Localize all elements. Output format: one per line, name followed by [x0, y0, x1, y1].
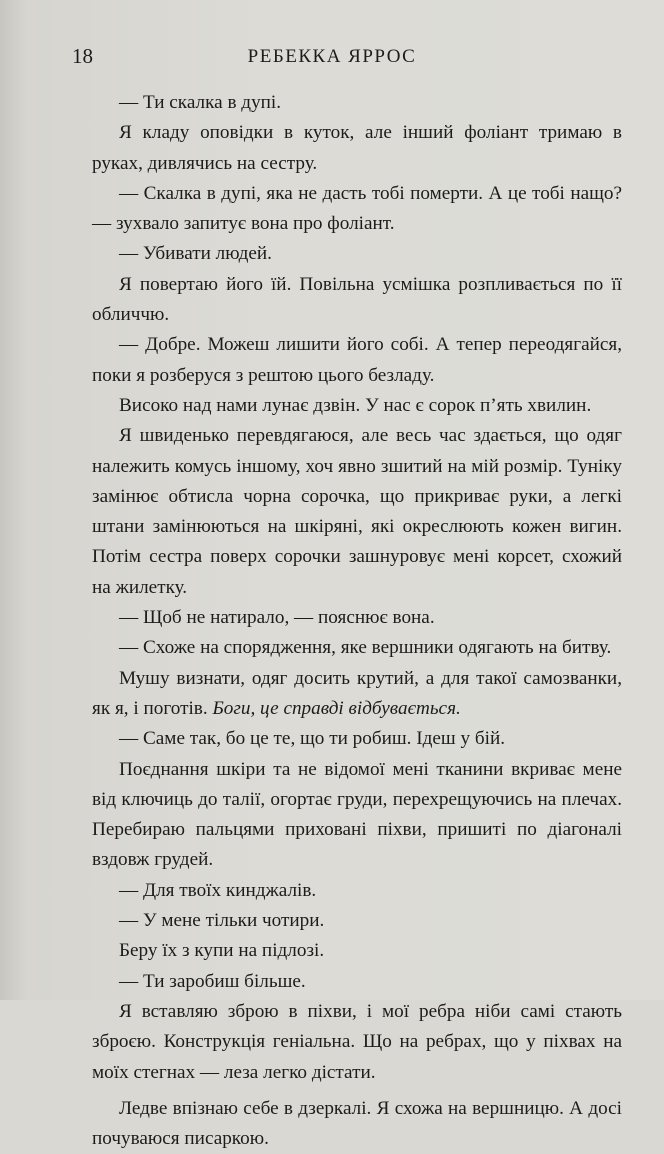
paragraph-text: Мушу визнати, одяг досить крутий, а для такої самозванки, як я, і поготів. — [92, 667, 622, 719]
paragraph: — Для твоїх кинджалів. — [119, 879, 317, 901]
paragraph: Поєднання шкіри та не відомої мені тканини вкриває мене від ключиць до талії, огортає груди, перехрещуючись на плечах. Перебираю пальцями приховані піхви, пришиті по діагоналі вздовж грудей. — [92, 758, 622, 871]
paragraph: — У мене тільки чотири. — [119, 910, 325, 932]
paragraph: — Схоже на спорядження, яке вершники одягають на битву. — [119, 637, 612, 659]
paragraph: Я кладу оповідки в куток, але інший фоліант тримаю в руках, дивлячись на сестру. — [92, 122, 622, 174]
running-head — [72, 44, 592, 72]
paragraph: — Ти заробиш більше. — [119, 970, 306, 992]
body-text — [92, 88, 622, 1154]
book-author-header: РЕБЕККА ЯРРОС — [247, 46, 417, 67]
paragraph: Я вставляю зброю в піхви, і мої ребра ніби самі стають зброєю. Конструкція геніальна. Що на ребрах, що у піхвах на моїх стегнах — леза легко дістати. — [92, 1000, 622, 1083]
paragraph: — Добре. Можеш лишити його собі. А тепер переодягайся, поки я розберуся з рештою цього безладу. — [92, 334, 622, 386]
paragraph-with-italic — [92, 664, 622, 725]
paragraph: — Щоб не натирало, — пояснює вона. — [119, 607, 435, 629]
italic-thought: Боги, це справді відбувається. — [212, 697, 461, 719]
paragraph: Я швиденько перевдягаюся, але весь час здається, що одяг належить комусь іншому, хоч явно зшитий на мій розмір. Туніку замінює обтисла чорна сорочка, що прикриває руки, а легкі штани замінюються на шкіряні, які окреслюють кожен вигин. Потім сестра поверх сорочки зашнуровує мені корсет, схожий на жилетку. — [92, 425, 622, 598]
paragraph: Високо над нами лунає дзвін. У нас є сорок п’ять хвилин. — [119, 394, 592, 416]
paragraph: Ледве впізнаю себе в дзеркалі. Я схожа на вершницю. А досі почуваюся писаркою. — [92, 1097, 622, 1150]
paragraph: — Ти скалка в дупі. — [119, 92, 282, 113]
page-number: 18 — [72, 44, 93, 68]
paragraph: — Убивати людей. — [119, 243, 272, 265]
paragraph: Беру їх з купи на підлозі. — [119, 940, 325, 962]
paragraph: — Скалка в дупі, яка не дасть тобі померти. А це тобі нащо? — зухвало запитує вона про фоліант. — [92, 182, 622, 235]
paragraph: — Саме так, бо це те, що ти робиш. Ідеш у бій. — [119, 728, 506, 750]
paragraph: Я повертаю його їй. Повільна усмішка розпливається по її обличчю. — [92, 273, 622, 326]
